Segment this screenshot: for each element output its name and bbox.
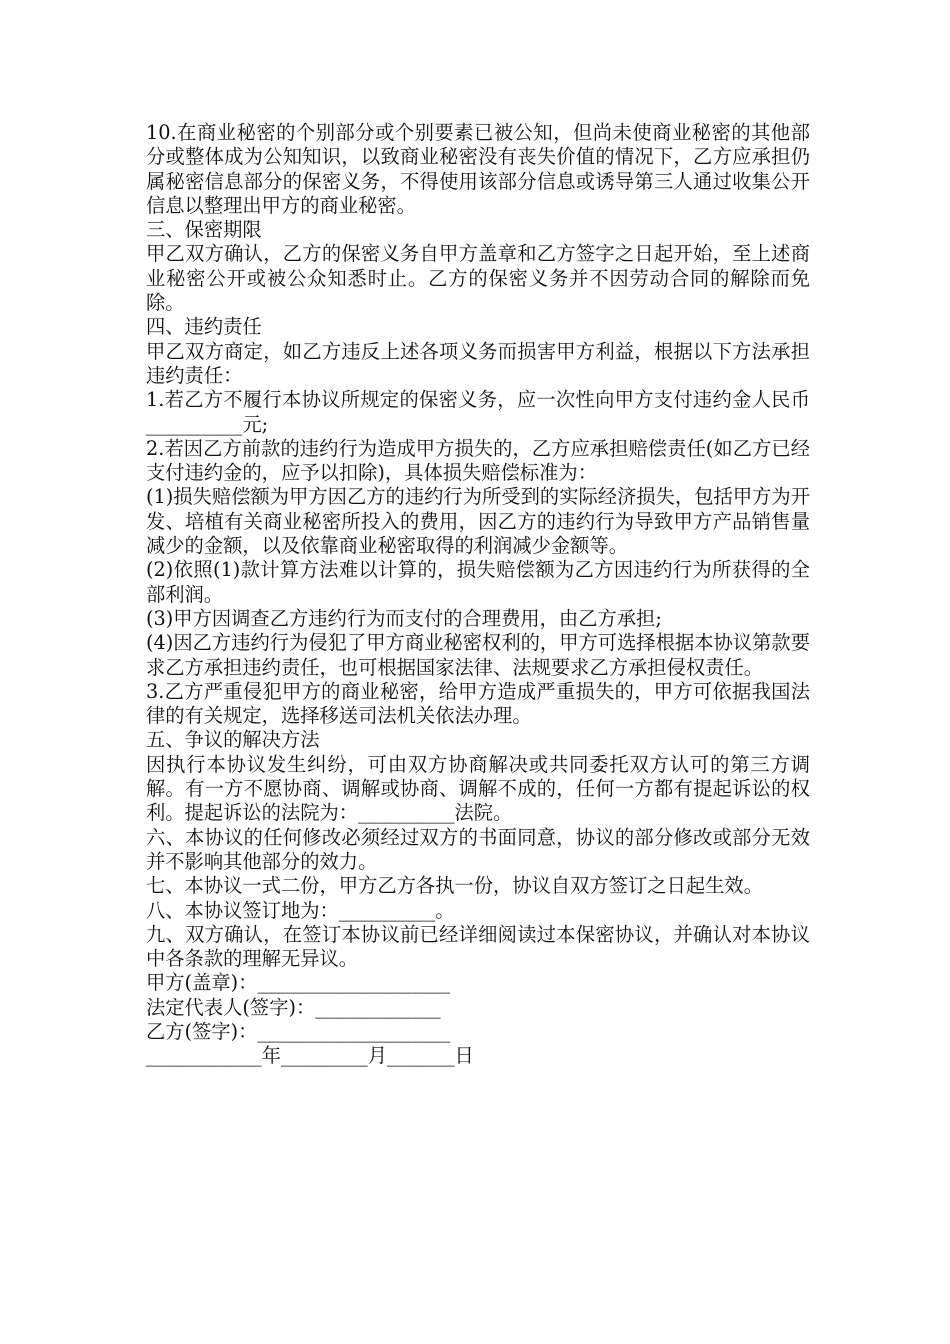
confidentiality-period-paragraph: 甲乙双方确认，乙方的保密义务自甲方盖章和乙方签字之日起开始，至上述商业秘密公开或被公众知悉时止。乙方的保密义务并不因劳动合同的解除而免除。: [146, 242, 810, 315]
liability-subitem-2: (2)依照(1)款计算方法难以计算的，损失赔偿额为乙方因违约行为所获得的全部利润。: [146, 558, 810, 606]
section-heading-dispute-resolution: 五、争议的解决方法: [146, 728, 320, 752]
section-7-copies: 七、本协议一式二份，甲方乙方各执一份，协议自双方签订之日起生效。: [146, 874, 763, 898]
dispute-resolution-paragraph: 因执行本协议发生纠纷，可由双方协商解决或共同委托双方认可的第三方调解。有一方不愿协商、调解或协商、调解不成的，任何一方都有提起诉讼的权利。提起诉讼的法院为：__________法院。: [146, 752, 810, 825]
liability-subitem-3: (3)甲方因调查乙方违约行为而支付的合理费用，由乙方承担;: [146, 606, 662, 630]
section-heading-confidentiality-period: 三、保密期限: [146, 218, 262, 242]
section-8-signing-place: 八、本协议签订地为：__________。: [146, 898, 455, 922]
signature-date-line: ____________年_________月_______日: [146, 1044, 474, 1068]
liability-subitem-1: (1)损失赔偿额为甲方因乙方的违约行为所受到的实际经济损失，包括甲方为开发、培植有关商业秘密所投入的费用，因乙方的违约行为导致甲方产品销售量减少的金额，以及依靠商业秘密取得的利润减少金额等。: [146, 485, 810, 558]
signature-party-a: 甲方(盖章)：____________________: [146, 971, 451, 995]
section-heading-liability: 四、违约责任: [146, 315, 262, 339]
section-6-amendment: 六、本协议的任何修改必须经过双方的书面同意，协议的部分修改或部分无效并不影响其他部分的效力。: [146, 825, 810, 873]
document-body: [146, 121, 810, 1069]
signature-party-b: 乙方(签字)：____________________: [146, 1019, 451, 1043]
signature-legal-representative: 法定代表人(签字)：_____________: [146, 995, 441, 1019]
liability-subitem-4: (4)因乙方违约行为侵犯了甲方商业秘密权利的，甲方可选择根据本协议第款要求乙方承担违约责任，也可根据国家法律、法规要求乙方承担侵权责任。: [146, 631, 810, 679]
liability-item-1: 1.若乙方不履行本协议所规定的保密义务，应一次性向甲方支付违约金人民币__________元;: [146, 388, 810, 436]
liability-item-2: 2.若因乙方前款的违约行为造成甲方损失的，乙方应承担赔偿责任(如乙方已经支付违约金的，应予以扣除)，具体损失赔偿标准为：: [146, 436, 810, 485]
clause-10-paragraph: 10.在商业秘密的个别部分或个别要素已被公知，但尚未使商业秘密的其他部分或整体成为公知知识，以致商业秘密没有丧失价值的情况下，乙方应承担仍属秘密信息部分的保密义务，不得使用该部分信息或诱导第三人通过收集公开信息以整理出甲方的商业秘密。: [146, 121, 810, 217]
liability-item-3: 3.乙方严重侵犯甲方的商业秘密，给甲方造成严重损失的，甲方可依据我国法律的有关规定，选择移送司法机关依法办理。: [146, 679, 810, 728]
section-9-confirmation: 九、双方确认，在签订本协议前已经详细阅读过本保密协议，并确认对本协议中各条款的理解无异议。: [146, 922, 810, 971]
liability-intro-paragraph: 甲乙双方商定，如乙方违反上述各项义务而损害甲方利益，根据以下方法承担违约责任：: [146, 339, 810, 387]
